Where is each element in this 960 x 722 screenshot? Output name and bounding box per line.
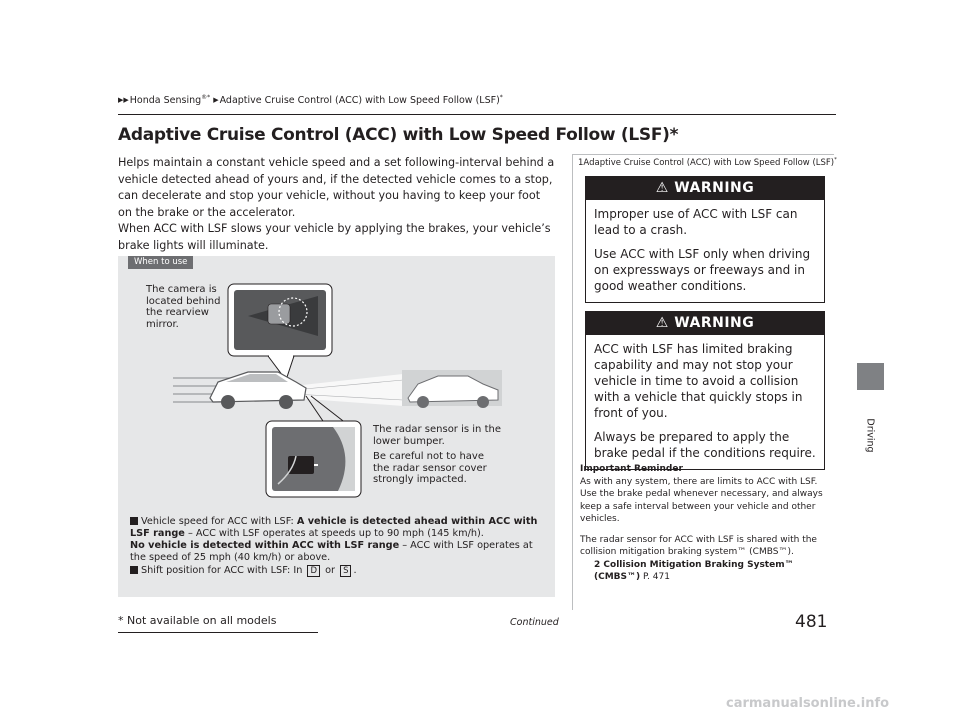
spec-speed bbox=[130, 516, 550, 564]
section-tab[interactable] bbox=[857, 363, 884, 390]
spec-shift-label: Shift position for ACC with LSF: In bbox=[141, 565, 306, 576]
side-heading bbox=[578, 157, 837, 168]
radar-note bbox=[373, 424, 503, 490]
spec-cond2-text: – ACC with LSF operates at the speed of 25 mph (40 km/h) or above. bbox=[130, 540, 533, 563]
warning-box-1 bbox=[585, 176, 825, 303]
warning-body bbox=[586, 200, 824, 302]
bullet-square-icon bbox=[130, 517, 138, 525]
cross-reference-link[interactable] bbox=[594, 559, 830, 584]
side-heading-text: Adaptive Cruise Control (ACC) with Low Speed Follow (LSF) bbox=[583, 157, 835, 168]
warning-label: WARNING bbox=[674, 315, 755, 331]
warning-header bbox=[586, 177, 824, 200]
important-reminder bbox=[580, 463, 830, 584]
warning-header bbox=[586, 312, 824, 335]
breadcrumb-arrow-icon: ▶▶ bbox=[118, 96, 129, 105]
side-vertical-rule bbox=[572, 154, 573, 610]
intro-paragraph: Helps maintain a constant vehicle speed and a set following-interval behind a vehicle detected ahead of yours and, if the detected vehicle comes to a stop, can decelerate and stop your vehicle, without you having to keep your foot on the brake or the accelerator. bbox=[118, 156, 555, 219]
reference-arrow-icon: 2 bbox=[594, 559, 601, 570]
continued-label: Continued bbox=[510, 617, 559, 628]
bullet-square-icon bbox=[130, 566, 138, 574]
key-s: S bbox=[340, 565, 351, 577]
spec-speed-label: Vehicle speed for ACC with LSF: bbox=[141, 516, 297, 527]
breadcrumb-arrow-icon: ▶ bbox=[213, 96, 219, 105]
key-d: D bbox=[307, 565, 320, 577]
spec-cond2-bold: No vehicle is detected within ACC with LSF range bbox=[130, 540, 400, 551]
camera-callout bbox=[228, 284, 332, 380]
intro-text bbox=[118, 155, 556, 254]
warning-label: WARNING bbox=[674, 180, 755, 196]
reference-title[interactable]: Collision Mitigation Braking System™ (CMBS™) bbox=[594, 559, 794, 582]
watermark: carmanualsonline.info bbox=[726, 696, 890, 711]
page-number: 481 bbox=[795, 612, 828, 632]
spec-end: . bbox=[353, 565, 357, 576]
side-rule bbox=[572, 154, 834, 155]
warning-text: Improper use of ACC with LSF can lead to a crash. bbox=[594, 207, 798, 237]
header-rule bbox=[118, 114, 836, 115]
breadcrumb bbox=[118, 94, 503, 106]
registered-mark: ® bbox=[201, 94, 208, 101]
breadcrumb-star: * bbox=[207, 94, 211, 101]
warning-triangle-icon: ⚠ bbox=[655, 315, 669, 331]
breadcrumb-part2[interactable]: Adaptive Cruise Control (ACC) with Low Speed Follow (LSF) bbox=[219, 95, 500, 107]
footnote: * Not available on all models bbox=[118, 614, 277, 627]
warning-text: Use ACC with LSF only when driving on expressways or freeways and in good weather conditions. bbox=[594, 247, 811, 293]
radar-note-line: Be careful not to have the radar sensor cover strongly impacted. bbox=[373, 451, 487, 485]
spec-or: or bbox=[321, 565, 339, 576]
warning-text: ACC with LSF has limited braking capability and may not stop your vehicle in time to avoid a collision with a vehicle that quickly stops in front of you. bbox=[594, 342, 803, 420]
reminder-text: As with any system, there are limits to ACC with LSF. Use the brake pedal whenever necessary, and always keep a safe interval between your vehicle and other vehicles. bbox=[580, 476, 823, 524]
breadcrumb-part1[interactable]: Honda Sensing bbox=[129, 95, 202, 107]
warning-box-2 bbox=[585, 311, 825, 470]
intro-paragraph: When ACC with LSF slows your vehicle by applying the brakes, your vehicle’s brake lights will illuminate. bbox=[118, 222, 551, 252]
spec-cond1-text: – ACC with LSF operates at speeds up to 90 mph (145 km/h). bbox=[184, 528, 484, 539]
radar-note-line: The radar sensor is in the lower bumper. bbox=[373, 424, 501, 447]
radar-callout bbox=[266, 396, 361, 497]
reference-page[interactable]: P. 471 bbox=[640, 572, 670, 582]
reminder-text: The radar sensor for ACC with LSF is shared with the collision mitigation braking system™ (CMBS™). bbox=[580, 534, 817, 557]
warning-body bbox=[586, 335, 824, 469]
page-title: Adaptive Cruise Control (ACC) with Low Speed Follow (LSF)* bbox=[118, 125, 679, 145]
breadcrumb-star: * bbox=[499, 94, 503, 101]
figure-tag: When to use bbox=[128, 256, 193, 269]
side-heading-star: * bbox=[834, 157, 837, 163]
warning-text: Always be prepared to apply the brake pedal if the conditions require. bbox=[594, 430, 816, 460]
warning-triangle-icon: ⚠ bbox=[655, 180, 669, 196]
spec-cond1-bold: A vehicle is detected ahead within ACC with LSF range bbox=[130, 516, 538, 539]
reminder-heading: Important Reminder bbox=[580, 464, 683, 474]
section-tab-label: Driving bbox=[864, 418, 876, 453]
camera-note: The camera is located behind the rearview mirror. bbox=[146, 284, 221, 330]
spec-shift bbox=[130, 565, 550, 577]
footnote-rule bbox=[118, 632, 318, 633]
side-heading-number: 1 bbox=[578, 157, 584, 168]
spec-list bbox=[130, 516, 550, 578]
